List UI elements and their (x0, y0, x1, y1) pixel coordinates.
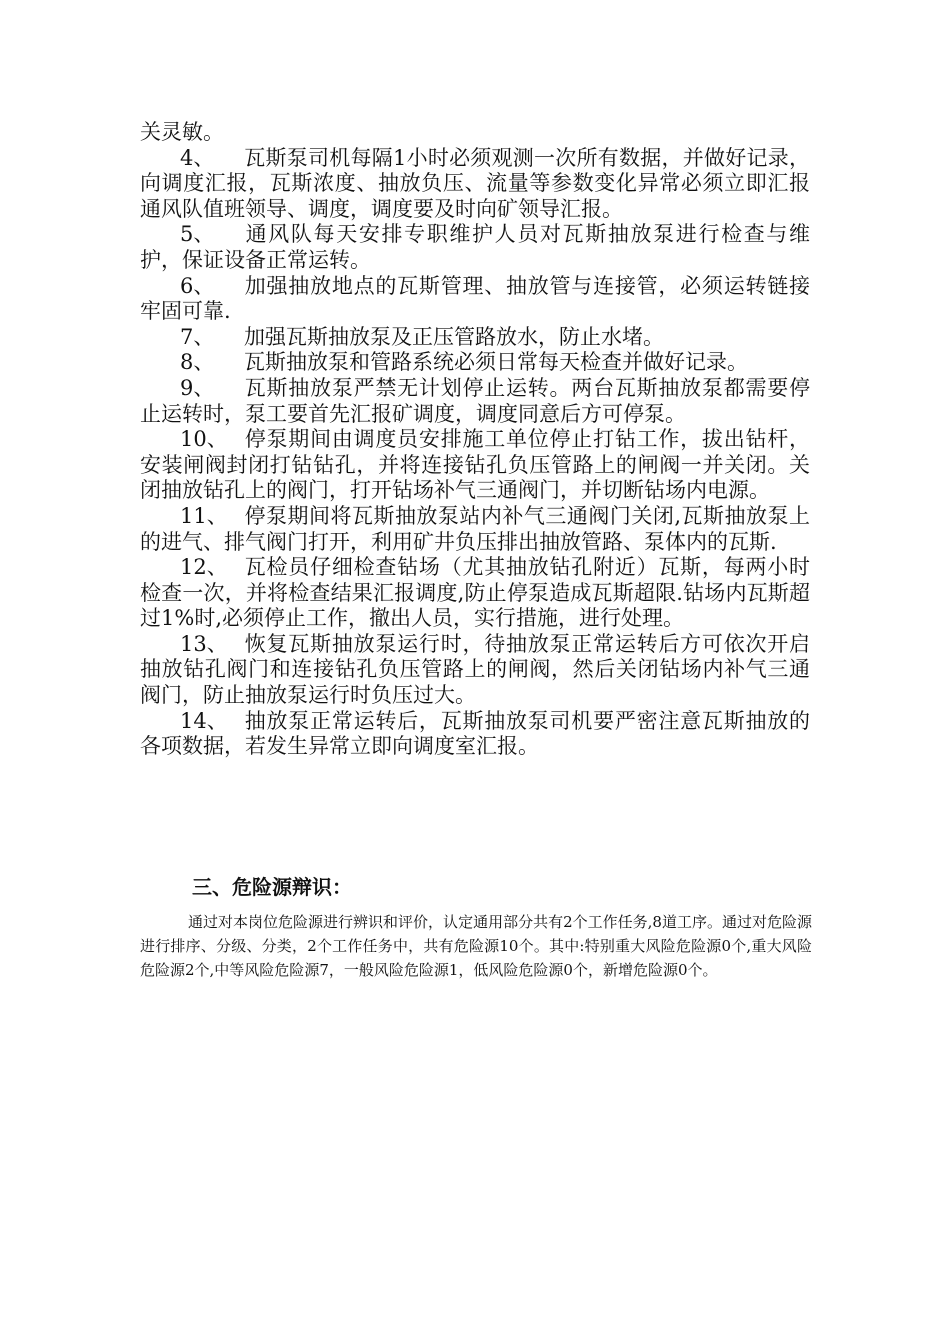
hazard-summary (140, 910, 812, 982)
section-heading: 三、危险源辩识： (192, 875, 352, 899)
item-text: 加强瓦斯抽放泵及正压管路放水，防止水堵。 (244, 324, 664, 349)
item-number: 14、 (180, 708, 228, 733)
procedure-item (140, 632, 810, 709)
continuation-line: 关灵敏。 (140, 120, 224, 144)
item-number: 5、 (180, 222, 215, 247)
item-number: 10、 (180, 427, 228, 452)
item-text: 瓦斯抽放泵和管路系统必须日常每天检查并做好记录。 (244, 350, 748, 375)
item-text: 停泵期间由调度员安排施工单位停止打钻工作，拔出钻杆，安装闸阀封闭打钻钻孔，并将连接钻孔负压管路上的闸阀一并关闭。关闭抽放钻孔上的阀门，打开钻场补气三通阀门，并切断钻场内电源。 (140, 427, 810, 503)
item-number: 4、 (180, 145, 215, 170)
item-text: 瓦检员仔细检查钻场（尤其抽放钻孔附近）瓦斯，每两小时检查一次，并将检查结果汇报调度,防止停泵造成瓦斯超限.钻场内瓦斯超过1%时,必须停止工作，撤出人员，实行措施，进行处理。 (140, 555, 810, 631)
item-text: 加强抽放地点的瓦斯管理、抽放管与连接管，必须运转链接牢固可靠. (140, 273, 810, 324)
procedure-item (140, 222, 810, 273)
item-number: 12、 (180, 555, 228, 580)
procedure-item (140, 427, 810, 504)
item-number: 9、 (180, 375, 215, 400)
procedure-list (140, 146, 810, 760)
procedure-item (140, 350, 810, 376)
procedure-item (140, 146, 810, 223)
procedure-item (140, 325, 810, 351)
item-number: 13、 (180, 631, 228, 656)
item-text: 瓦斯抽放泵严禁无计划停止运转。两台瓦斯抽放泵都需要停止运转时，泵工要首先汇报矿调度，调度同意后方可停泵。 (140, 375, 810, 426)
procedure-text (140, 120, 810, 760)
item-text: 恢复瓦斯抽放泵运行时，待抽放泵正常运转后方可依次开启抽放钻孔阀门和连接钻孔负压管路上的闸阀，然后关闭钻场内补气三通阀门，防止抽放泵运行时负压过大。 (140, 631, 810, 708)
item-text: 停泵期间将瓦斯抽放泵站内补气三通阀门关闭,瓦斯抽放泵上的进气、排气阀门打开，利用矿井负压排出抽放管路、泵体内的瓦斯. (140, 503, 810, 554)
procedure-item (140, 376, 810, 427)
procedure-item (140, 555, 810, 632)
item-text: 抽放泵正常运转后，瓦斯抽放泵司机要严密注意瓦斯抽放的各项数据，若发生异常立即向调度室汇报。 (140, 708, 810, 759)
item-number: 6、 (180, 273, 215, 298)
procedure-item (140, 709, 810, 760)
item-text: 瓦斯泵司机每隔1小时必须观测一次所有数据，并做好记录，向调度汇报，瓦斯浓度、抽放负压、流量等参数变化异常必须立即汇报通风队值班领导、调度，调度要及时向矿领导汇报。 (140, 145, 810, 221)
hazard-summary-paragraph: 通过对本岗位危险源进行辨识和评价，认定通用部分共有2个工作任务,8道工序。通过对危险源进行排序、分级、分类，2个工作任务中，共有危险源10个。其中:特别重大风险危险源0个,重大风险危险源2个,中等风险危险源7，一般风险危险源1，低风险危险源0个，新增危险源0个。 (140, 913, 812, 979)
item-number: 7、 (180, 324, 215, 349)
procedure-item (140, 504, 810, 555)
item-number: 8、 (180, 350, 215, 375)
item-number: 11、 (180, 503, 228, 528)
item-text: 通风队每天安排专职维护人员对瓦斯抽放泵进行检查与维护，保证设备正常运转。 (140, 222, 810, 272)
procedure-item (140, 274, 810, 325)
